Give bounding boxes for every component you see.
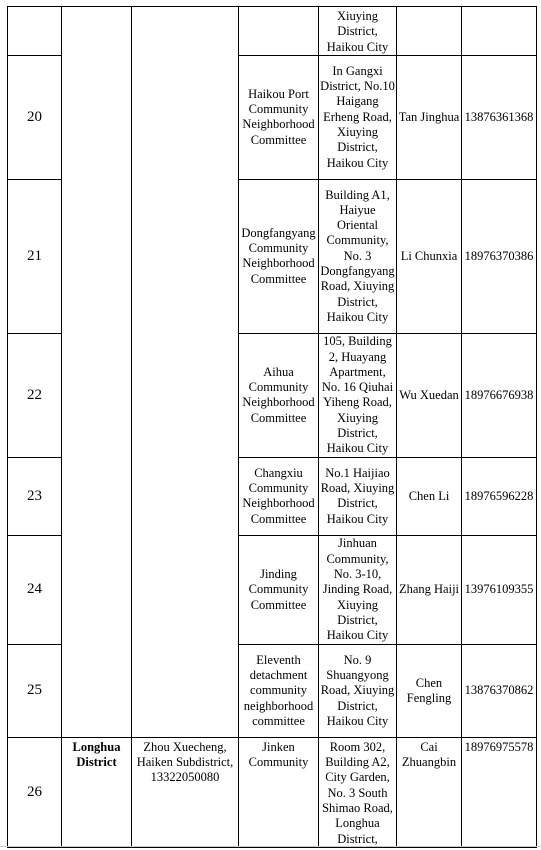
table-row (8, 7, 537, 56)
row-number-cell (8, 7, 62, 56)
community-name: Changxiu Community Neighborhood Committee (239, 457, 319, 535)
community-contact-table (7, 6, 537, 848)
address-cell: Xiuying District, Haikou City (319, 7, 397, 56)
address: No. 9 Shuangyong Road, Xiuying District, Haikou City (319, 644, 397, 737)
contact-person: Zhang Haiji (397, 535, 462, 644)
phone-number: 18976676938 (462, 333, 537, 457)
contact-person: Tan Jinghua (397, 55, 462, 179)
phone-number: 18976596228 (462, 457, 537, 535)
row-number: 22 (8, 333, 62, 457)
community-name: Haikou Port Community Neighborhood Committee (239, 55, 319, 179)
community-name: Jinken Community (239, 737, 319, 847)
phone-number: 18976975578 (462, 737, 537, 847)
district-name: Longhua District (62, 737, 132, 847)
phone-number: 18976370386 (462, 179, 537, 333)
page-divider (0, 846, 541, 847)
row-number: 21 (8, 179, 62, 333)
contact-person: Li Chunxia (397, 179, 462, 333)
address: No.1 Haijiao Road, Xiuying District, Haikou City (319, 457, 397, 535)
phone-number: 13876370862 (462, 644, 537, 737)
community-name: Dongfangyang Community Neighborhood Committee (239, 179, 319, 333)
contact-cell (397, 7, 462, 56)
contact-person: Chen Fengling (397, 644, 462, 737)
row-number: 20 (8, 55, 62, 179)
row-number: 25 (8, 644, 62, 737)
address: Room 302, Building A2, City Garden, No. 3 South Shimao Road, Longhua District, (319, 737, 397, 847)
community-cell (239, 7, 319, 56)
address: Jinhuan Community, No. 3-10, Jinding Road, Xiuying District, Haikou City (319, 535, 397, 644)
contact-person: Chen Li (397, 457, 462, 535)
phone-number: 13876361368 (462, 55, 537, 179)
subdistrict-cell (132, 7, 239, 738)
row-number: 24 (8, 535, 62, 644)
community-name: Aihua Community Neighborhood Committee (239, 333, 319, 457)
subdistrict-contact: Zhou Xuecheng, Haiken Subdistrict, 13322050080 (132, 737, 239, 847)
phone-number: 13976109355 (462, 535, 537, 644)
phone-cell (462, 7, 537, 56)
contact-person: Cai Zhuangbin (397, 737, 462, 847)
row-number: 26 (8, 737, 62, 847)
row-number: 23 (8, 457, 62, 535)
address: Building A1, Haiyue Oriental Community, No. 3 Dongfangyang Road, Xiuying District, Haikou City (319, 179, 397, 333)
address: In Gangxi District, No.10 Haigang Erheng Road, Xiuying District, Haikou City (319, 55, 397, 179)
table-row (8, 737, 537, 847)
contact-person: Wu Xuedan (397, 333, 462, 457)
district-cell (62, 7, 132, 738)
community-name: Jinding Community Committee (239, 535, 319, 644)
community-name: Eleventh detachment community neighborhood committee (239, 644, 319, 737)
address: 105, Building 2, Huayang Apartment, No. 16 Qiuhai Yiheng Road, Xiuying District, Haikou City (319, 333, 397, 457)
